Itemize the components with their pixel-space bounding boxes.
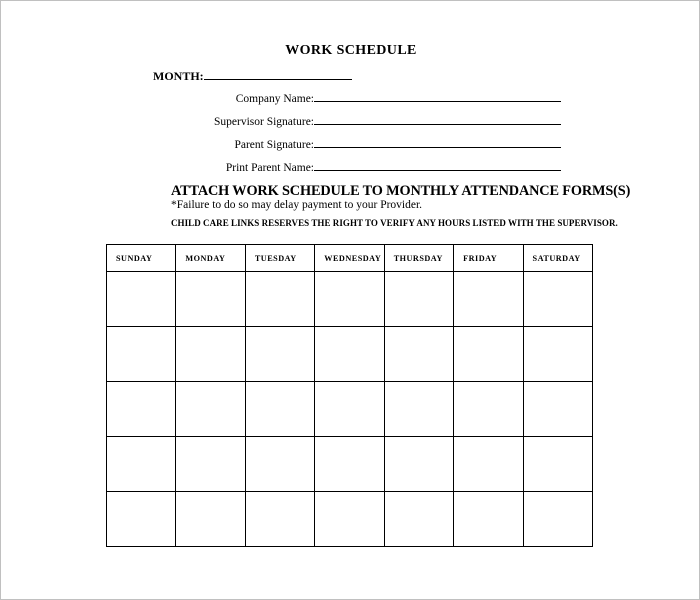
notice-headline: ATTACH WORK SCHEDULE TO MONTHLY ATTENDANCE FORMS(S) — [171, 183, 631, 199]
schedule-cell[interactable] — [523, 382, 592, 437]
schedule-cell[interactable] — [176, 492, 245, 547]
field-label: Company Name: — [235, 93, 314, 105]
field-company-name — [131, 93, 561, 116]
field-print-parent-name — [131, 162, 561, 185]
schedule-cell[interactable] — [315, 437, 384, 492]
notice-subtext: *Failure to do so may delay payment to your Provider. — [171, 199, 423, 211]
field-label: Print Parent Name: — [225, 162, 314, 174]
field-label: Parent Signature: — [234, 139, 314, 151]
form-fields — [131, 93, 561, 185]
schedule-cell[interactable] — [523, 272, 592, 327]
schedule-table-head — [107, 245, 593, 272]
schedule-cell[interactable] — [107, 272, 176, 327]
schedule-cell[interactable] — [245, 492, 314, 547]
schedule-cell[interactable] — [107, 382, 176, 437]
column-header-sunday: SUNDAY — [107, 245, 176, 272]
schedule-cell[interactable] — [384, 272, 453, 327]
column-header-saturday: SATURDAY — [523, 245, 592, 272]
schedule-cell[interactable] — [384, 437, 453, 492]
schedule-cell[interactable] — [176, 327, 245, 382]
schedule-cell[interactable] — [454, 382, 523, 437]
field-input-line[interactable] — [314, 101, 561, 102]
schedule-cell[interactable] — [107, 327, 176, 382]
page-title: WORK SCHEDULE — [285, 43, 417, 58]
schedule-cell[interactable] — [245, 382, 314, 437]
schedule-cell[interactable] — [315, 272, 384, 327]
field-parent-signature — [131, 139, 561, 162]
schedule-cell[interactable] — [176, 272, 245, 327]
table-row — [107, 382, 593, 437]
table-row — [107, 437, 593, 492]
schedule-cell[interactable] — [454, 272, 523, 327]
notice-fineprint: CHILD CARE LINKS RESERVES THE RIGHT TO VERIFY ANY HOURS LISTED WITH THE SUPERVISOR. — [171, 218, 618, 228]
table-header-row — [107, 245, 593, 272]
schedule-cell[interactable] — [245, 437, 314, 492]
field-label: Supervisor Signature: — [214, 116, 314, 128]
schedule-cell[interactable] — [523, 327, 592, 382]
schedule-cell[interactable] — [315, 492, 384, 547]
column-header-friday: FRIDAY — [454, 245, 523, 272]
field-input-line[interactable] — [314, 124, 561, 125]
schedule-cell[interactable] — [523, 437, 592, 492]
schedule-cell[interactable] — [454, 327, 523, 382]
table-row — [107, 327, 593, 382]
schedule-cell[interactable] — [245, 327, 314, 382]
schedule-cell[interactable] — [523, 492, 592, 547]
schedule-cell[interactable] — [107, 437, 176, 492]
table-row — [107, 492, 593, 547]
month-field-label: MONTH: — [153, 69, 204, 83]
column-header-tuesday: TUESDAY — [245, 245, 314, 272]
field-supervisor-signature — [131, 116, 561, 139]
column-header-wednesday: WEDNESDAY — [315, 245, 384, 272]
schedule-table-body — [107, 272, 593, 547]
schedule-cell[interactable] — [384, 492, 453, 547]
schedule-cell[interactable] — [315, 382, 384, 437]
schedule-table — [106, 244, 593, 547]
schedule-cell[interactable] — [454, 437, 523, 492]
schedule-cell[interactable] — [315, 327, 384, 382]
table-row — [107, 272, 593, 327]
schedule-cell[interactable] — [176, 382, 245, 437]
month-field-input-line[interactable] — [204, 79, 352, 80]
column-header-thursday: THURSDAY — [384, 245, 453, 272]
field-input-line[interactable] — [314, 147, 561, 148]
month-field — [153, 69, 352, 84]
column-header-monday: MONDAY — [176, 245, 245, 272]
schedule-cell[interactable] — [384, 327, 453, 382]
field-input-line[interactable] — [314, 170, 561, 171]
schedule-cell[interactable] — [176, 437, 245, 492]
schedule-cell[interactable] — [454, 492, 523, 547]
schedule-cell[interactable] — [384, 382, 453, 437]
schedule-cell[interactable] — [245, 272, 314, 327]
schedule-cell[interactable] — [107, 492, 176, 547]
